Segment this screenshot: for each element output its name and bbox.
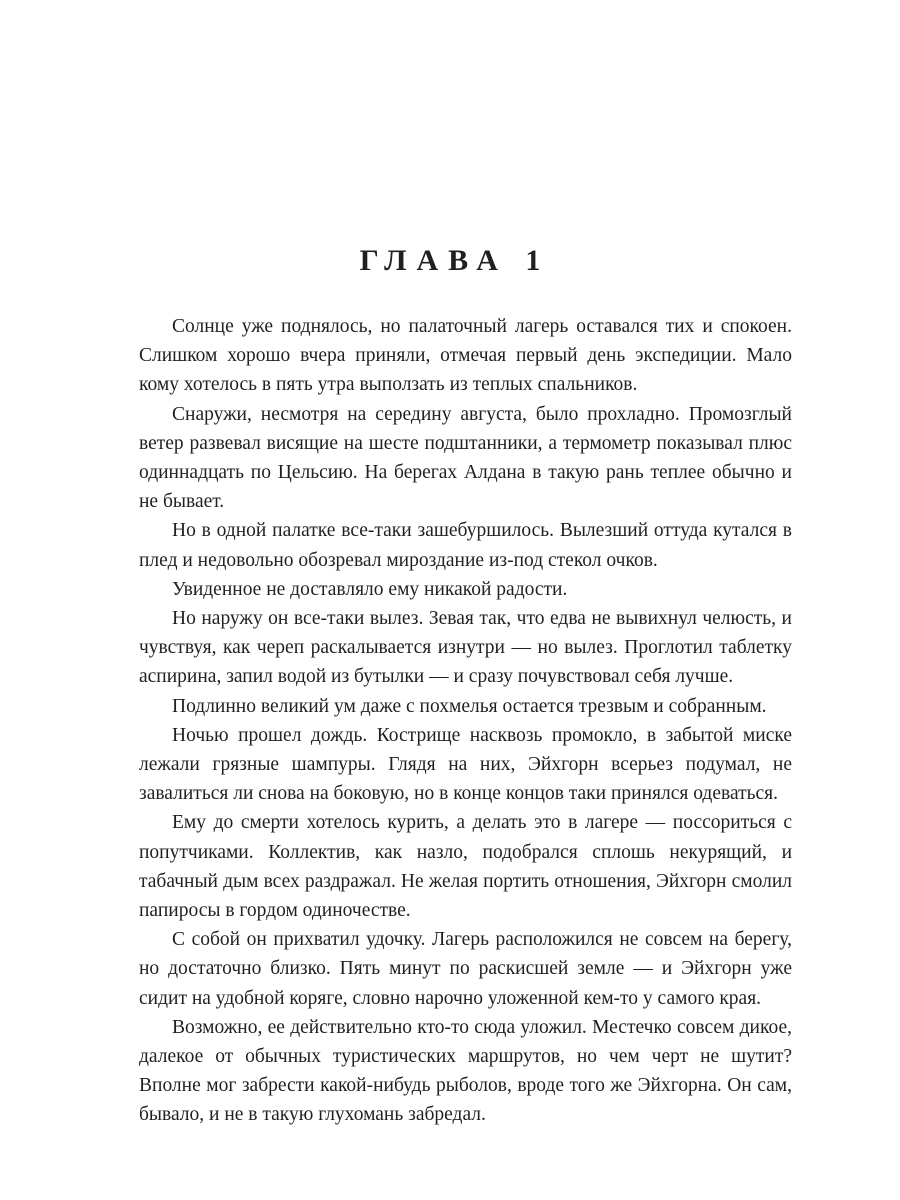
paragraph: Снаружи, несмотря на середину августа, было прохладно. Промозглый ветер развевал висящие на шесте подштанники, а термометр показывал плюс одиннадцать по Цельсию. На берегах Алдана в такую рань теплее обычно и не бывает. xyxy=(139,403,792,513)
paragraph: С собой он прихватил удочку. Лагерь расположился не совсем на берегу, но достаточно близко. Пять минут по раскисшей земле — и Эйхгорн уже сидит на удобной коряге, словно нарочно уложенной кем-то у самого края. xyxy=(139,929,792,1009)
paragraph: Подлинно великий ум даже с похмелья остается трезвым и собранным. xyxy=(172,695,767,717)
paragraph: Увиденное не доставляло ему никакой радости. xyxy=(172,578,568,600)
paragraph: Солнце уже поднялось, но палаточный лагерь оставался тих и спокоен. Слишком хорошо вчера приняли, отмечая первый день экспедиции. Мало кому хотелось в пять утра выползать из теплых спальников. xyxy=(139,316,792,396)
paragraph: Ночью прошел дождь. Кострище насквозь промокло, в забытой миске лежали грязные шампуры. Глядя на них, Эйхгорн всерьез подумал, не завалиться ли снова на боковую, но в конце концов таки принялся одеваться. xyxy=(139,724,792,805)
paragraph: Возможно, ее действительно кто-то сюда уложил. Местечко совсем дикое, далекое от обычных туристических маршрутов, но чем черт не шутит? Вполне мог забрести какой-нибудь рыболов, вроде того же Эйхгорна. Он сам, бывало, и не в такую глухомань забредал. xyxy=(139,1016,792,1126)
paragraph: Ему до смерти хотелось курить, а делать это в лагере — поссориться с попутчиками. Коллектив, как назло, подобрался сплошь некурящий, и табачный дым всех раздражал. Не желая портить отношения, Эйхгорн смолил папиросы в гордом одиночестве. xyxy=(139,812,792,922)
chapter-text xyxy=(139,312,792,1130)
paragraph: Но наружу он все-таки вылез. Зевая так, что едва не вывихнул челюсть, и чувствуя, как череп раскалывается изнутри — но вылез. Проглотил таблетку аспирина, запил водой из бутылки — и сразу почувствовал себя лучше. xyxy=(139,608,792,688)
paragraph: Но в одной палатке все-таки зашебуршилось. Вылезший оттуда кутался в плед и недовольно обозревал мироздание из-под стекол очков. xyxy=(139,520,792,571)
chapter-title: ГЛАВА 1 xyxy=(359,244,551,277)
